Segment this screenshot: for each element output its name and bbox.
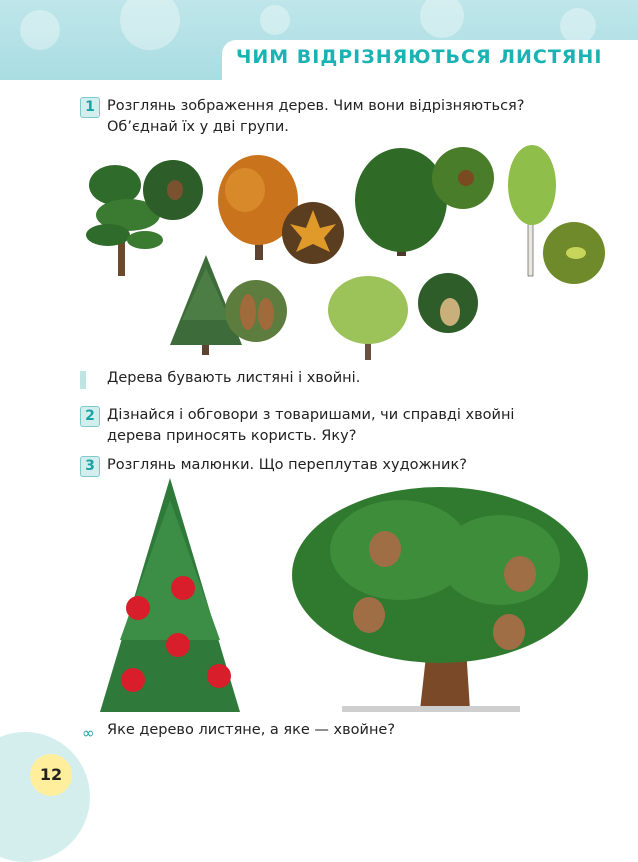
pine-cone-circle-image <box>143 160 203 220</box>
page-number: 12 <box>30 754 72 796</box>
note-marker <box>80 371 86 389</box>
task-2 <box>80 405 550 447</box>
task-number-badge: 1 <box>80 97 100 118</box>
task-text-line: Розглянь зображення дерев. Чим вони відрізняються? <box>107 98 525 114</box>
note-text: Дерева бувають листяні і хвойні. <box>107 370 361 386</box>
infinity-icon: ∞ <box>82 724 95 742</box>
birch-leaf-circle-image <box>543 222 605 284</box>
task-3 <box>80 455 550 476</box>
oak-with-cones-image <box>292 487 588 712</box>
question-text: Яке дерево листяне, а яке — хвойне? <box>107 722 396 738</box>
pear-circle-image <box>418 273 478 333</box>
task-text-line: Об’єднай їх у дві групи. <box>107 119 289 135</box>
task-text-line: Дізнайся і обговори з товаришами, чи справді хвойні <box>107 407 515 423</box>
page-title: ЧИМ ВІДРІЗНЯЮТЬСЯ ЛИСТЯНІ <box>236 46 603 68</box>
spruce-cone-circle-image <box>225 280 287 342</box>
pear-tree-image <box>328 276 408 360</box>
task-number-badge: 2 <box>80 406 100 427</box>
chestnut-tree-image <box>355 148 447 256</box>
maple-leaf-circle-image <box>282 202 344 264</box>
fir-with-apples-image <box>100 478 240 712</box>
chestnut-circle-image <box>432 147 494 209</box>
task-number-badge: 3 <box>80 456 100 477</box>
task-text-line: Розглянь малюнки. Що переплутав художник? <box>107 457 467 473</box>
task-text-line: дерева приносять користь. Яку? <box>107 428 357 444</box>
